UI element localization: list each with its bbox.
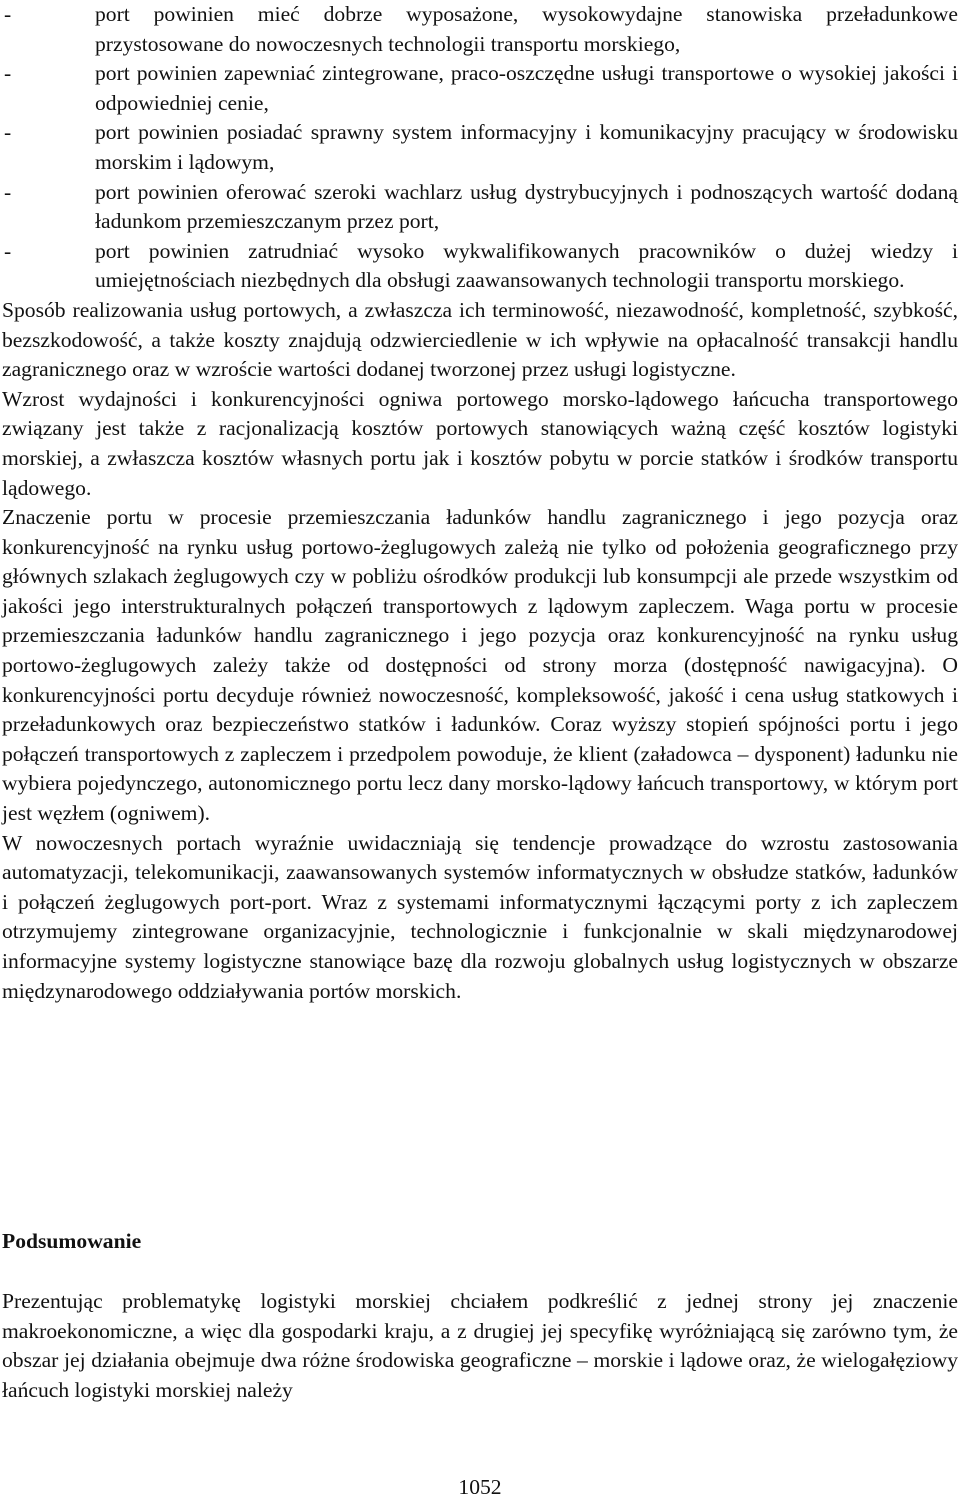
page-number: 1052 xyxy=(458,1475,502,1499)
list-item xyxy=(2,118,958,177)
list-item-text: port powinien mieć dobrze wyposażone, wysokowydajne stanowiska przeładunkowe przystosowane do nowoczesnych technologii transportu morskiego, xyxy=(95,2,958,56)
paragraph-service-quality: Sposób realizowania usług portowych, a zwłaszcza ich terminowość, niezawodność, kompletność, szybkość, bezszkodowość, a także koszty znajdują odzwierciedlenie w ich wpływie na opłacalność transakcji handlu zagranicznego oraz w wzroście wartości dodanej tworzonej przez usługi logistyczne. xyxy=(2,297,958,382)
bullet-dash: - xyxy=(4,2,12,26)
list-item xyxy=(2,178,958,237)
paragraph-port-significance: Znaczenie portu w procesie przemieszczania ładunków handlu zagranicznego i jego pozycja oraz konkurencyjność na rynku usług portowo-żeglugowych zależą nie tylko od położenia geograficznego przy głównych szlakach żeglugowych czy w pobliżu ośrodków produkcji lub konsumpcji ale przede wszystkim od jakości jego interstrukturalnych połączeń transportowych z lądowym zapleczem. Waga portu w procesie przemieszczania ładunków handlu zagranicznego i jego pozycja oraz konkurencyjność na rynku usług portowo-żeglugowych zależy także od dostępności od strony morza (dostępność nawigacyjna). O konkurencyjności portu decyduje również nowoczesność, kompleksowość, jakość i cena usług statkowych i przeładunkowych oraz bezpieczeństwo statków i ładunków. Coraz wyższy stopień spójności portu i jego połączeń transportowych z zapleczem i przedpolem powoduje, że klient (załadowca – dysponent) ładunku nie wybiera pojedynczego, autonomicznego portu lecz dany morsko-lądowy łańcuch transportowy, w którym port jest węzłem (ogniwem). xyxy=(2,505,958,826)
bullet-dash: - xyxy=(4,238,12,263)
requirements-list xyxy=(2,0,958,296)
list-item-text: port powinien posiadać sprawny system informacyjny i komunikacyjny pracujący w środowisku morskim i lądowym, xyxy=(95,120,958,174)
section-heading: Podsumowanie xyxy=(2,1229,142,1253)
list-item-text: port powinien oferować szeroki wachlarz usług dystrybucyjnych i podnoszących wartość dodaną ładunkom przemieszczanym przez port, xyxy=(95,179,958,234)
bullet-dash: - xyxy=(4,179,12,204)
list-item xyxy=(2,237,958,296)
list-item-text: port powinien zapewniać zintegrowane, praco-oszczędne usługi transportowe o wysokiej jakości i odpowiedniej cenie, xyxy=(95,61,958,115)
bullet-dash: - xyxy=(4,120,12,145)
main-text xyxy=(2,0,958,1006)
list-item-text: port powinien zatrudniać wysoko wykwalifikowanych pracowników o dużej wiedzy i umiejętnościach niezbędnych dla obsługi zaawansowanych technologii transportu morskiego. xyxy=(95,238,958,293)
bullet-dash: - xyxy=(4,61,12,86)
summary-paragraph: Prezentując problematykę logistyki morskiej chciałem podkreślić z jednej strony jej znaczenie makroekonomiczne, a więc dla gospodarki kraju, a z drugiej jej specyfikę wyróżniającą się zarówno tym, że obszar jej działania obejmuje dwa różne środowiska geograficzne – morskie i lądowe oraz, że wielogałęziowy łańcuch logistyki morskiej należy xyxy=(2,1289,958,1402)
paragraph-efficiency: Wzrost wydajności i konkurencyjności ogniwa portowego morsko-lądowego łańcucha transportowego związany jest także z racjonalizacją kosztów portowych stanowiących ważną część kosztów logistyki morskiej, a zwłaszcza kosztów własnych portu jak i kosztów pobytu w porcie statków i środków transportu lądowego. xyxy=(2,386,958,500)
paragraph-modern-ports: W nowoczesnych portach wyraźnie uwidaczniają się tendencje prowadzące do wzrostu zastosowania automatyzacji, telekomunikacji, zaawansowanych systemów informatycznych w obsłudze statków, ładunków i połączeń żeglugowych port-port. Wraz z systemami informatycznymi łączącymi porty z ich zapleczem otrzymujemy zintegrowane organizacyjnie, technologicznie i funkcjonalnie w skali międzynarodowej informacyjne systemy logistyczne stanowiące bazę dla rozwoju globalnych usług logistycznych w obszarze międzynarodowego oddziaływania portów morskich. xyxy=(2,830,958,1003)
list-item xyxy=(2,0,958,59)
list-item xyxy=(2,59,958,118)
